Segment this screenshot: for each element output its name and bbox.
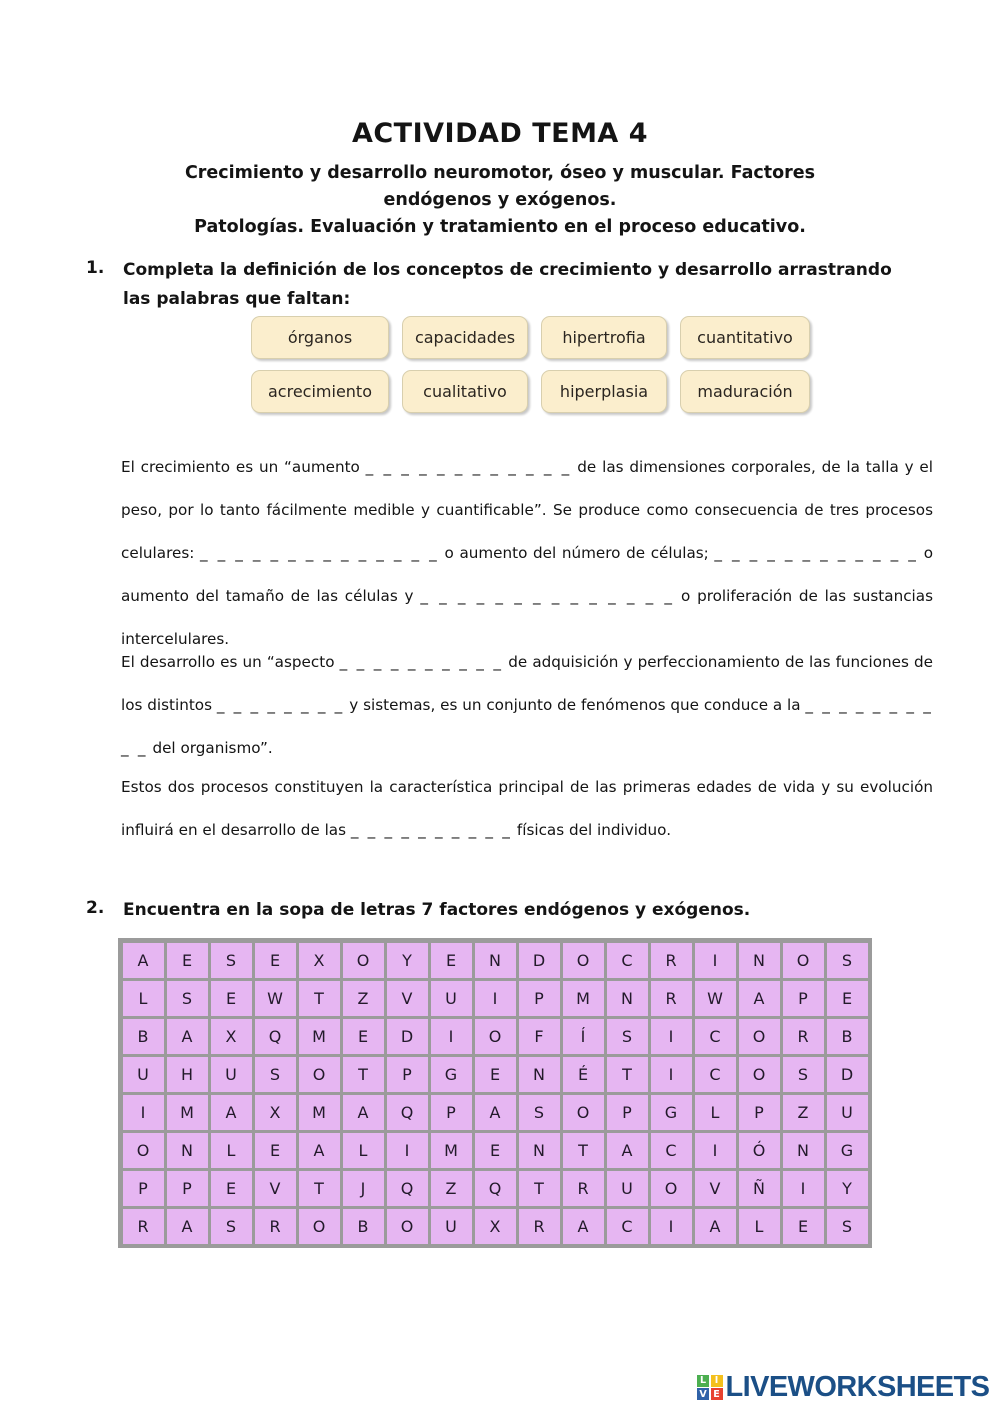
word-search-cell[interactable]: S <box>783 1057 824 1092</box>
word-search-cell[interactable]: S <box>827 943 868 978</box>
paragraph-2-text-part4: del organismo”. <box>147 739 273 757</box>
word-search-cell[interactable]: X <box>255 1095 296 1130</box>
word-search-cell[interactable]: O <box>123 1133 164 1168</box>
paragraph-1-blank-1[interactable]: _ _ _ _ _ _ _ _ _ _ _ _ <box>365 458 572 476</box>
logo-square-l: L <box>697 1375 709 1387</box>
word-search-cell[interactable]: G <box>651 1095 692 1130</box>
word-search-grid[interactable] <box>118 938 872 1248</box>
paragraph-2-blank-1[interactable]: _ _ _ _ _ _ _ _ _ _ <box>339 653 504 671</box>
word-search-cell[interactable]: N <box>607 981 648 1016</box>
word-search-cell[interactable]: P <box>607 1095 648 1130</box>
word-search-cell[interactable]: B <box>343 1209 384 1244</box>
word-search-cell[interactable]: O <box>739 1057 780 1092</box>
word-search-cell[interactable]: M <box>299 1019 340 1054</box>
word-search-cell[interactable]: I <box>783 1171 824 1206</box>
word-search-cell[interactable]: I <box>651 1209 692 1244</box>
paragraph-1-text-part5: o proliferación de las sustancias intercelulares. <box>121 587 933 648</box>
paragraph-1-text-part1: El crecimiento es un “aumento <box>121 458 366 476</box>
word-search-cell[interactable]: R <box>783 1019 824 1054</box>
page-subtitle-line1: Crecimiento y desarrollo neuromotor, óseo y muscular. Factores endógenos y exógenos. <box>184 163 816 210</box>
word-search-cell[interactable]: P <box>167 1171 208 1206</box>
word-search-cell[interactable]: G <box>431 1057 472 1092</box>
word-search-cell[interactable]: A <box>739 981 780 1016</box>
word-search-cell[interactable]: Q <box>387 1095 428 1130</box>
paragraph-2-blank-3[interactable]: _ _ _ _ _ _ _ _ _ _ <box>121 696 934 757</box>
word-search-cell[interactable]: R <box>255 1209 296 1244</box>
word-search-row <box>121 1093 869 1131</box>
fill-in-paragraph-1 <box>121 446 933 661</box>
word-search-cell[interactable]: I <box>651 1057 692 1092</box>
word-search-cell[interactable]: L <box>211 1133 252 1168</box>
word-search-cell[interactable]: Z <box>431 1171 472 1206</box>
word-search-cell[interactable]: N <box>519 1133 560 1168</box>
liveworksheets-logo <box>697 1371 989 1404</box>
word-search-cell[interactable]: V <box>695 1171 736 1206</box>
word-search-cell[interactable]: A <box>695 1209 736 1244</box>
word-search-cell[interactable]: W <box>695 981 736 1016</box>
word-search-cell[interactable]: D <box>827 1057 868 1092</box>
logo-square-v: V <box>697 1388 709 1400</box>
word-search-cell[interactable]: Í <box>563 1019 604 1054</box>
word-search-cell[interactable]: S <box>607 1019 648 1054</box>
word-search-cell[interactable]: H <box>167 1057 208 1092</box>
word-search-cell[interactable]: P <box>519 981 560 1016</box>
paragraph-3-text-part2: físicas del individuo. <box>512 821 672 839</box>
word-search-cell[interactable]: M <box>167 1095 208 1130</box>
paragraph-1-text-part2: de las dimensiones corporales, de la talla y el peso, por lo tanto fácilmente medible y cuantificable”. Se produce como consecuencia de tres procesos celulares: <box>121 458 933 562</box>
word-search-cell[interactable]: T <box>563 1133 604 1168</box>
word-search-cell[interactable]: Z <box>783 1095 824 1130</box>
word-search-cell[interactable]: A <box>607 1133 648 1168</box>
word-search-cell[interactable]: U <box>211 1057 252 1092</box>
word-search-cell[interactable]: T <box>343 1057 384 1092</box>
word-search-cell[interactable]: N <box>783 1133 824 1168</box>
word-search-cell[interactable]: O <box>343 943 384 978</box>
word-tile-cuantitativo[interactable]: cuantitativo <box>680 316 810 359</box>
word-tile-cualitativo[interactable]: cualitativo <box>402 370 528 413</box>
word-search-cell[interactable]: O <box>739 1019 780 1054</box>
page-subtitle-line2: Patologías. Evaluación y tratamiento en el proceso educativo. <box>194 217 806 237</box>
word-tile-hiperplasia[interactable]: hiperplasia <box>541 370 667 413</box>
word-search-cell[interactable]: F <box>519 1019 560 1054</box>
word-search-row <box>121 1207 869 1245</box>
word-search-cell[interactable]: A <box>563 1209 604 1244</box>
word-search-cell[interactable]: U <box>431 981 472 1016</box>
word-search-cell[interactable]: N <box>475 943 516 978</box>
word-search-cell[interactable]: G <box>827 1133 868 1168</box>
word-bank <box>251 316 811 424</box>
word-search-cell[interactable]: A <box>123 943 164 978</box>
word-search-cell[interactable]: A <box>167 1019 208 1054</box>
question-1-number: 1. <box>86 258 105 278</box>
word-search-cell[interactable]: Z <box>343 981 384 1016</box>
word-search-cell[interactable]: C <box>695 1019 736 1054</box>
word-search-cell[interactable]: U <box>607 1171 648 1206</box>
word-search-cell[interactable]: B <box>123 1019 164 1054</box>
word-search-cell[interactable]: S <box>167 981 208 1016</box>
word-tile-maduracion[interactable]: maduración <box>680 370 810 413</box>
word-search-cell[interactable]: R <box>519 1209 560 1244</box>
word-tile-capacidades[interactable]: capacidades <box>402 316 528 359</box>
word-search-cell[interactable]: E <box>475 1133 516 1168</box>
word-search-cell[interactable]: E <box>475 1057 516 1092</box>
paragraph-2-text-part2: de adquisición y perfeccionamiento de las funciones de los distintos <box>121 653 933 714</box>
word-search-cell[interactable]: Ó <box>739 1133 780 1168</box>
word-search-cell[interactable]: Y <box>387 943 428 978</box>
question-2-instruction: Encuentra en la sopa de letras 7 factores endógenos y exógenos. <box>123 900 751 920</box>
word-search-cell[interactable]: R <box>651 943 692 978</box>
question-2-number: 2. <box>86 898 105 918</box>
word-search-cell[interactable]: A <box>167 1209 208 1244</box>
word-search-cell[interactable]: I <box>431 1019 472 1054</box>
word-search-cell[interactable]: O <box>563 943 604 978</box>
word-tile-acrecimiento[interactable]: acrecimiento <box>251 370 389 413</box>
question-1-instruction: Completa la definición de los conceptos de crecimiento y desarrollo arrastrando las palabras que faltan: <box>123 260 892 309</box>
liveworksheets-mark-icon <box>697 1375 723 1401</box>
word-search-cell[interactable]: V <box>387 981 428 1016</box>
word-search-cell[interactable]: A <box>299 1133 340 1168</box>
paragraph-2-text-part3: y sistemas, es un conjunto de fenómenos que conduce a la <box>344 696 806 714</box>
word-search-cell[interactable]: S <box>255 1057 296 1092</box>
word-search-cell[interactable]: P <box>387 1057 428 1092</box>
word-search-cell[interactable]: U <box>431 1209 472 1244</box>
word-search-cell[interactable]: M <box>299 1095 340 1130</box>
word-search-cell[interactable]: S <box>519 1095 560 1130</box>
word-search-row <box>121 979 869 1017</box>
word-search-cell[interactable]: T <box>607 1057 648 1092</box>
logo-square-i: I <box>711 1375 723 1387</box>
word-search-cell[interactable]: P <box>739 1095 780 1130</box>
word-search-cell[interactable]: E <box>431 943 472 978</box>
word-search-cell[interactable]: O <box>299 1209 340 1244</box>
word-search-cell[interactable]: É <box>563 1057 604 1092</box>
word-bank-row-2 <box>251 370 811 413</box>
word-search-cell[interactable]: U <box>123 1057 164 1092</box>
word-search-cell[interactable]: A <box>343 1095 384 1130</box>
word-search-cell[interactable]: T <box>519 1171 560 1206</box>
word-search-cell[interactable]: I <box>695 1133 736 1168</box>
word-tile-organos[interactable]: órganos <box>251 316 389 359</box>
word-search-cell[interactable]: O <box>299 1057 340 1092</box>
word-search-cell[interactable]: I <box>475 981 516 1016</box>
word-search-cell[interactable]: E <box>255 943 296 978</box>
word-search-cell[interactable]: S <box>211 1209 252 1244</box>
word-search-cell[interactable]: O <box>651 1171 692 1206</box>
paragraph-1-blank-4[interactable]: _ _ _ _ _ _ _ _ _ _ _ _ _ _ <box>420 587 675 605</box>
word-search-row <box>121 1131 869 1169</box>
word-bank-row-1 <box>251 316 811 359</box>
word-search-cell[interactable]: Y <box>827 1171 868 1206</box>
word-search-row <box>121 941 869 979</box>
word-search-cell[interactable]: O <box>563 1095 604 1130</box>
word-search-cell[interactable]: A <box>211 1095 252 1130</box>
word-search-cell[interactable]: T <box>299 981 340 1016</box>
word-search-cell[interactable]: L <box>739 1209 780 1244</box>
word-search-cell[interactable]: B <box>827 1019 868 1054</box>
word-search-cell[interactable]: W <box>255 981 296 1016</box>
word-search-cell[interactable]: P <box>783 981 824 1016</box>
word-search-cell[interactable]: R <box>563 1171 604 1206</box>
word-search-cell[interactable]: O <box>475 1019 516 1054</box>
fill-in-paragraph-3 <box>121 766 933 852</box>
word-search-cell[interactable]: N <box>739 943 780 978</box>
word-search-cell[interactable]: Q <box>255 1019 296 1054</box>
word-search-cell[interactable]: J <box>343 1171 384 1206</box>
word-search-cell[interactable]: P <box>431 1095 472 1130</box>
paragraph-1-blank-2[interactable]: _ _ _ _ _ _ _ _ _ _ _ _ _ _ <box>200 544 439 562</box>
word-search-row <box>121 1169 869 1207</box>
fill-in-paragraph-2 <box>121 641 933 770</box>
word-search-cell[interactable]: T <box>299 1171 340 1206</box>
word-search-cell[interactable]: V <box>255 1171 296 1206</box>
word-search-cell[interactable]: L <box>123 981 164 1016</box>
word-search-cell[interactable]: M <box>431 1133 472 1168</box>
logo-square-e: E <box>711 1388 723 1400</box>
word-search-cell[interactable]: U <box>827 1095 868 1130</box>
page-title: ACTIVIDAD TEMA 4 <box>351 118 649 149</box>
word-search-cell[interactable]: I <box>651 1019 692 1054</box>
word-search-cell[interactable]: L <box>695 1095 736 1130</box>
word-search-cell[interactable]: Ñ <box>739 1171 780 1206</box>
word-search-cell[interactable]: E <box>255 1133 296 1168</box>
word-search-cell[interactable]: N <box>167 1133 208 1168</box>
word-search-cell[interactable]: E <box>343 1019 384 1054</box>
word-search-cell[interactable]: I <box>123 1095 164 1130</box>
word-search-row <box>121 1017 869 1055</box>
word-search-cell[interactable]: C <box>695 1057 736 1092</box>
word-search-cell[interactable]: O <box>387 1209 428 1244</box>
word-search-cell[interactable]: C <box>607 943 648 978</box>
word-search-cell[interactable]: X <box>299 943 340 978</box>
word-search-cell[interactable]: X <box>211 1019 252 1054</box>
word-search-cell[interactable]: E <box>783 1209 824 1244</box>
word-search-cell[interactable]: D <box>519 943 560 978</box>
paragraph-2-blank-2[interactable]: _ _ _ _ _ _ _ _ <box>216 696 345 714</box>
word-search-cell[interactable]: R <box>651 981 692 1016</box>
word-search-cell[interactable]: E <box>167 943 208 978</box>
word-search-cell[interactable]: M <box>563 981 604 1016</box>
word-search-row <box>121 1055 869 1093</box>
word-search-cell[interactable]: C <box>607 1209 648 1244</box>
paragraph-1-text-part4: o aumento del tamaño de las células y <box>121 544 933 605</box>
paragraph-1-blank-3[interactable]: _ _ _ _ _ _ _ _ _ _ _ _ <box>714 544 919 562</box>
word-search-cell[interactable]: O <box>783 943 824 978</box>
page-subtitle <box>150 160 850 241</box>
word-search-cell[interactable]: E <box>211 981 252 1016</box>
word-search-cell[interactable]: S <box>211 943 252 978</box>
word-search-cell[interactable]: Q <box>387 1171 428 1206</box>
word-search-cell[interactable]: X <box>475 1209 516 1244</box>
word-tile-hipertrofia[interactable]: hipertrofia <box>541 316 667 359</box>
paragraph-2-text-part1: El desarrollo es un “aspecto <box>121 653 340 671</box>
word-search-cell[interactable]: Q <box>475 1171 516 1206</box>
word-search-cell[interactable]: R <box>123 1209 164 1244</box>
paragraph-3-blank-1[interactable]: _ _ _ _ _ _ _ _ _ _ <box>350 821 513 839</box>
word-search-cell[interactable]: C <box>651 1133 692 1168</box>
liveworksheets-wordmark: LIVEWORKSHEETS <box>725 1371 990 1403</box>
word-search-cell[interactable]: A <box>475 1095 516 1130</box>
word-search-cell[interactable]: P <box>123 1171 164 1206</box>
word-search-cell[interactable]: N <box>519 1057 560 1092</box>
word-search-cell[interactable]: E <box>211 1171 252 1206</box>
word-search-cell[interactable]: D <box>387 1019 428 1054</box>
paragraph-1-text-part3: o aumento del número de células; <box>438 544 715 562</box>
word-search-cell[interactable]: I <box>695 943 736 978</box>
word-search-cell[interactable]: L <box>343 1133 384 1168</box>
word-search-cell[interactable]: I <box>387 1133 428 1168</box>
word-search-cell[interactable]: E <box>827 981 868 1016</box>
word-search-cell[interactable]: S <box>827 1209 868 1244</box>
paragraph-3-text-part1: Estos dos procesos constituyen la característica principal de las primeras edades de vida y su evolución influirá en el desarrollo de las <box>121 778 933 839</box>
